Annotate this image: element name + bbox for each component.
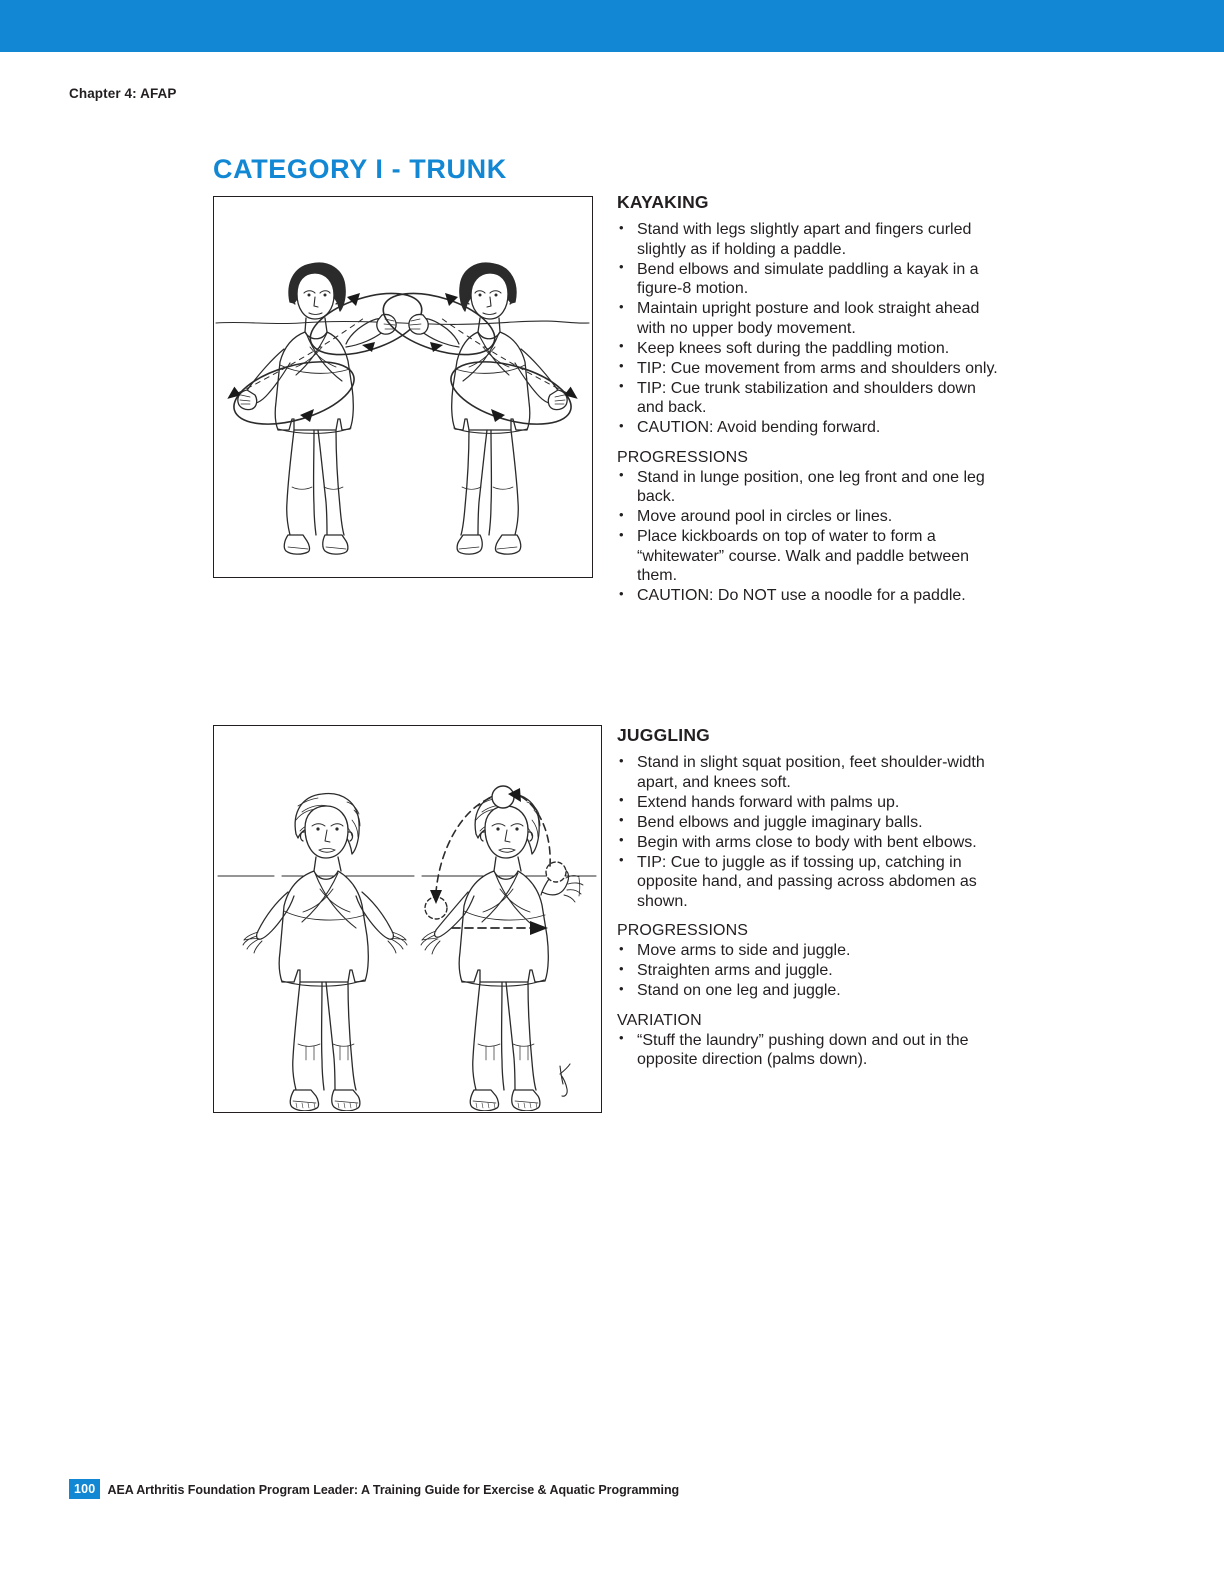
list-item: • CAUTION: Do NOT use a noodle for a paddle. <box>617 586 1005 606</box>
page-title: CATEGORY I - TRUNK <box>213 154 507 185</box>
list-item: • Stand on one leg and juggle. <box>617 981 1005 1001</box>
instruction-list-juggling <box>617 753 1005 911</box>
exercise-text-kayaking <box>617 192 1005 606</box>
exercise-title-kayaking: KAYAKING <box>617 192 709 212</box>
list-item: • CAUTION: Avoid bending forward. <box>617 418 1005 438</box>
instruction-list-kayaking <box>617 220 1005 438</box>
list-item: • Bend elbows and simulate paddling a kayak in a figure-8 motion. <box>617 260 1005 299</box>
list-item: • TIP: Cue to juggle as if tossing up, catching in opposite hand, and passing across abdomen as shown. <box>617 853 1005 912</box>
list-item: • Move around pool in circles or lines. <box>617 507 1005 527</box>
list-item: • Stand with legs slightly apart and fingers curled slightly as if holding a paddle. <box>617 220 1005 259</box>
variation-list-juggling <box>617 1031 1005 1070</box>
list-item: • Extend hands forward with palms up. <box>617 793 1005 813</box>
list-item: • TIP: Cue movement from arms and shoulders only. <box>617 359 1005 379</box>
list-item: • TIP: Cue trunk stabilization and shoulders down and back. <box>617 379 1005 418</box>
list-item: • Begin with arms close to body with bent elbows. <box>617 833 1005 853</box>
list-item: • Place kickboards on top of water to form a “whitewater” course. Walk and paddle between them. <box>617 527 1005 586</box>
list-item: • Bend elbows and juggle imaginary balls. <box>617 813 1005 833</box>
subsection-heading-progressions: PROGRESSIONS <box>617 448 749 466</box>
kayaking-illustration <box>214 197 591 576</box>
list-item: • Move arms to side and juggle. <box>617 941 1005 961</box>
subsection-heading-variation: VARIATION <box>617 1011 702 1029</box>
page-footer <box>69 1479 679 1499</box>
progressions-list-kayaking <box>617 468 1005 606</box>
list-item: • “Stuff the laundry” pushing down and out in the opposite direction (palms down). <box>617 1031 1005 1070</box>
list-item: • Straighten arms and juggle. <box>617 961 1005 981</box>
list-item: • Stand in slight squat position, feet shoulder-width apart, and knees soft. <box>617 753 1005 792</box>
list-item: • Keep knees soft during the paddling motion. <box>617 339 1005 359</box>
figure-juggling <box>213 725 602 1113</box>
exercise-text-juggling <box>617 725 1005 1070</box>
exercise-title-juggling: JUGGLING <box>617 725 710 745</box>
list-item: • Maintain upright posture and look straight ahead with no upper body movement. <box>617 299 1005 338</box>
subsection-heading-progressions: PROGRESSIONS <box>617 922 749 940</box>
list-item: • Stand in lunge position, one leg front and one leg back. <box>617 468 1005 507</box>
progressions-list-juggling <box>617 941 1005 1001</box>
page-number-badge: 100 <box>69 1479 100 1499</box>
juggling-illustration <box>214 726 600 1111</box>
figure-kayaking <box>213 196 593 578</box>
header-accent-bar <box>0 0 1224 52</box>
running-head: Chapter 4: AFAP <box>69 86 177 101</box>
footer-title: AEA Arthritis Foundation Program Leader: A Training Guide for Exercise & Aquatic Programming <box>107 1483 680 1498</box>
